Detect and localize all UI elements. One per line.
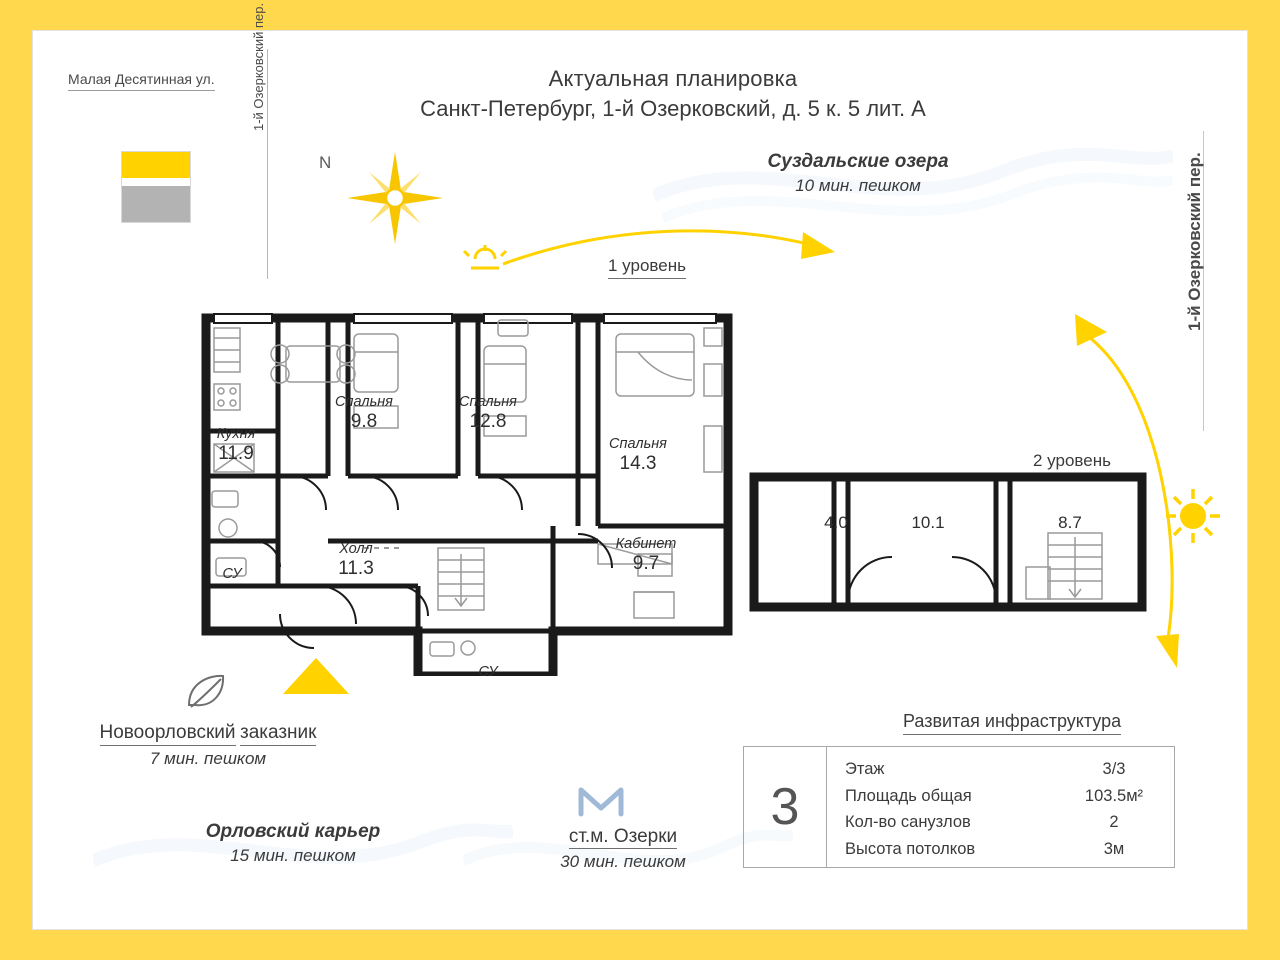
compass-rose-icon (333, 146, 463, 256)
room-name-bedroom-2: Спальня (459, 394, 517, 410)
poi-lakes-distance: 10 мин. пешком (795, 176, 921, 195)
room-label-bedroom-1 (316, 394, 412, 433)
room-label-hall (308, 541, 404, 580)
room-name-hall: Холл (339, 541, 373, 557)
street-line-left (267, 49, 268, 279)
floor-plan-level-2 (748, 471, 1148, 656)
room-area-l2-3: 8.7 (1058, 513, 1082, 532)
metro-icon (573, 776, 629, 824)
sun-icon-right (1158, 481, 1228, 551)
room-area-bedroom-2: 12.8 (469, 410, 507, 432)
room-area-hall: 11.3 (338, 557, 374, 579)
poi-zakaznik-distance: 7 мин. пешком (149, 748, 267, 768)
poi-metro-ozerki (473, 826, 773, 872)
spec-row-bathrooms (845, 809, 1160, 836)
level-1-label: 1 уровень (608, 256, 686, 279)
spec-row-area (845, 783, 1160, 810)
spec-value-area: 103.5м² (1084, 786, 1144, 805)
room-area-kitchen: 11.9 (218, 442, 254, 464)
floor-plan-level-1 (168, 276, 748, 681)
room-area-bedroom-3: 14.3 (619, 452, 657, 474)
room-area-l2-1: 4.0 (824, 513, 848, 532)
room-label-bedroom-3 (588, 436, 688, 475)
room-name-bathroom-2: СУ (478, 664, 498, 680)
room-label-bathroom-1 (202, 566, 262, 583)
room-name-bedroom-3: Спальня (609, 436, 667, 452)
specs-table (827, 747, 1174, 867)
poi-metro-name: ст.м. Озерки (568, 826, 678, 847)
legend-color-swatch (121, 151, 191, 223)
poi-metro-distance: 30 мин. пешком (560, 852, 686, 871)
spec-row-floor (845, 756, 1160, 783)
compass-north-label: N (319, 153, 332, 172)
room-label-kitchen (188, 426, 284, 465)
spec-label-ceiling: Высота потолков (845, 840, 976, 859)
spec-label-bathrooms: Кол-во санузлов (845, 813, 971, 832)
room-label-l2-3 (1038, 513, 1102, 533)
title-line-1: Актуальная планировка (548, 66, 798, 91)
room-area-bedroom-1: 9.8 (350, 410, 378, 432)
room-name-bathroom-1: СУ (222, 566, 242, 582)
spec-label-area: Площадь общая (845, 786, 972, 805)
specs-panel (743, 746, 1175, 868)
room-label-bedroom-2 (440, 394, 536, 433)
title-line-2: Санкт-Петербург, 1-й Озерковский, д. 5 к. 5 лит. А (420, 96, 926, 121)
spec-label-floor: Этаж (845, 760, 885, 778)
poi-zakaznik-name-line1: Новоорловский (100, 721, 236, 746)
infrastructure-title: Развитая инфраструктура (903, 711, 1121, 735)
room-label-l2-1 (804, 513, 868, 533)
floor-badge: 3 (744, 747, 827, 867)
legend-swatch-yellow (122, 152, 190, 178)
poi-suzdal-lakes (673, 151, 1043, 196)
legend-swatch-gap (122, 178, 190, 186)
room-area-study: 9.7 (632, 552, 660, 574)
poi-quarry-name: Орловский карьер (205, 821, 381, 842)
room-name-study: Кабинет (615, 536, 677, 552)
street-label-top: Малая Десятинная ул. (68, 71, 215, 91)
spec-value-floor: 3/3 (1102, 760, 1126, 778)
spec-value-ceiling: 3м (1103, 840, 1125, 859)
room-label-study (596, 536, 696, 575)
spec-row-ceiling (845, 836, 1160, 863)
street-label-left: 1-й Озерковский пер. (251, 2, 266, 131)
poster-canvas (32, 2, 1248, 930)
poi-novoorlovsky-zakaznik (73, 721, 343, 769)
level-2-label: 2 уровень (1033, 451, 1111, 474)
floor-plan-level-1-svg (168, 276, 748, 676)
room-area-l2-2: 10.1 (911, 513, 945, 532)
room-label-bathroom-2 (458, 664, 518, 681)
poi-quarry-distance: 15 мин. пешком (230, 846, 356, 865)
page-title (303, 66, 1043, 122)
room-name-kitchen: Кухня (216, 426, 256, 442)
room-name-bedroom-1: Спальня (335, 394, 393, 410)
poi-lakes-name: Суздальские озера (767, 151, 949, 172)
poi-orlovsky-quarry (143, 821, 443, 866)
poi-zakaznik-name-line2: заказник (240, 721, 317, 746)
street-label-right: 1-й Озерковский пер. (1185, 152, 1204, 331)
floor-plan-level-2-svg (748, 471, 1148, 651)
spec-value-bathrooms: 2 (1109, 813, 1119, 832)
legend-swatch-gray (122, 186, 190, 222)
room-label-l2-2 (896, 513, 960, 533)
